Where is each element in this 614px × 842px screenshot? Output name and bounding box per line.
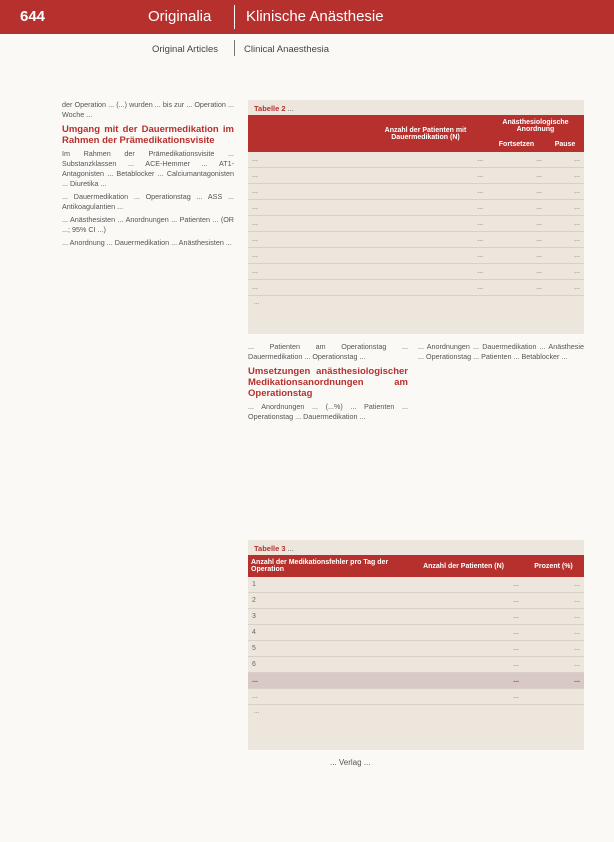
table-cell: ... [404, 593, 523, 609]
table-cell: ... [546, 232, 584, 248]
table-cell: ... [364, 232, 487, 248]
table-cell: ... [523, 577, 584, 593]
table-cell: ... [523, 593, 584, 609]
table-cell: 5 [248, 641, 404, 657]
table-cell: 1 [248, 577, 404, 593]
table-row [248, 264, 584, 280]
table-row [248, 168, 584, 184]
table-caption: Tabelle 3 ... [254, 544, 294, 553]
table-cell: ... [487, 232, 546, 248]
table-cell: ... [487, 280, 546, 296]
table-cell: ... [523, 641, 584, 657]
table-header: Prozent (%) [523, 555, 584, 577]
table-cell: ... [248, 184, 364, 200]
table-cell: 2 [248, 593, 404, 609]
table-row [248, 200, 584, 216]
table-cell: ... [546, 264, 584, 280]
subheader-left: Original Articles [152, 44, 218, 55]
table-cell: ... [248, 689, 404, 705]
table-row [248, 593, 584, 609]
column-3 [418, 342, 584, 365]
table-row [248, 184, 584, 200]
table-cell: ... [364, 248, 487, 264]
subheader-right: Clinical Anaesthesia [244, 44, 330, 55]
header-divider [234, 5, 235, 29]
paragraph: der Operation ... (...) wurden ... bis zur ... Operation ... Woche ... [62, 100, 234, 119]
table-cell: ... [404, 641, 523, 657]
table-row [248, 248, 584, 264]
table-cell: ... [404, 689, 523, 705]
table-cell: ... [523, 657, 584, 673]
section-topic: Klinische Anästhesie [246, 8, 384, 25]
table-note: ... [254, 299, 260, 306]
table-cell: ... [546, 280, 584, 296]
table-cell: ... [487, 264, 546, 280]
table-cell: ... [487, 152, 546, 168]
table-2 [248, 100, 584, 334]
column-2 [248, 342, 408, 425]
table-cell: 4 [248, 625, 404, 641]
table-cell: ... [364, 168, 487, 184]
paragraph: ... Patienten am Operationstag ... Dauermedikation ... Operationstag ... [248, 342, 408, 361]
table [248, 115, 584, 296]
section-heading: Umgang mit der Dauermedikation im Rahmen der Prämedikationsvisite [62, 124, 234, 146]
table-cell: ... [248, 280, 364, 296]
table-cell: ... [404, 577, 523, 593]
table-row [248, 657, 584, 673]
table-cell: ... [404, 609, 523, 625]
table-cell: ... [364, 184, 487, 200]
table-header: Anzahl der Medikationsfehler pro Tag der Operation [248, 555, 404, 577]
table-cell: ... [546, 184, 584, 200]
table-header: Anzahl der Patienten (N) [404, 555, 523, 577]
table-cell: ... [364, 216, 487, 232]
table-cell: ... [404, 657, 523, 673]
table-cell: ... [248, 673, 404, 689]
table-cell: ... [248, 168, 364, 184]
paragraph: Im Rahmen der Prämedikationsvisite ... Substanzklassen ... ACE-Hemmer ... AT1-Antagonisten ... Betablocker ... Calciumantagonisten ... Diuretika ... [62, 149, 234, 188]
table-cell: ... [523, 673, 584, 689]
table-cell: ... [487, 184, 546, 200]
table-cell: ... [487, 216, 546, 232]
table-row [248, 625, 584, 641]
section-heading: Umsetzungen anästhesiologischer Medikationsanordnungen am Operationstag [248, 366, 408, 399]
paragraph: ... Anordnungen ... Dauermedikation ... Anästhesie ... Operationstag ... Patienten ... Betablocker ... [418, 342, 584, 361]
table-cell: ... [546, 200, 584, 216]
table-row [248, 216, 584, 232]
table-cell: ... [364, 152, 487, 168]
subheader-divider [234, 40, 235, 56]
table-cell: 3 [248, 609, 404, 625]
table-caption: Tabelle 2 ... [254, 104, 294, 113]
table-row [248, 232, 584, 248]
paragraph: ... Anordnungen ... (...%) ... Patienten ... Operationstag ... Dauermedikation ... [248, 402, 408, 421]
table-cell: ... [248, 216, 364, 232]
table-cell: ... [546, 248, 584, 264]
section-label: Originalia [148, 8, 212, 25]
table-cell: ... [487, 200, 546, 216]
table-header [248, 115, 364, 152]
table-cell: ... [523, 609, 584, 625]
table-cell: ... [546, 216, 584, 232]
table-cell: ... [364, 264, 487, 280]
page-number: 644 [20, 8, 46, 25]
table-row [248, 689, 584, 705]
table-row [248, 609, 584, 625]
table-cell: ... [248, 248, 364, 264]
table-cell: ... [546, 152, 584, 168]
table-3 [248, 540, 584, 750]
table-header: Fortsetzen [487, 137, 546, 152]
table-row [248, 641, 584, 657]
table-cell: ... [487, 168, 546, 184]
table-cell: ... [487, 248, 546, 264]
table-cell: ... [248, 232, 364, 248]
page-footer: ... Verlag ... [330, 758, 371, 767]
table-header: Anzahl der Patienten mit Dauermedikation (N) [364, 115, 487, 152]
table-cell: ... [404, 673, 523, 689]
table-cell: ... [248, 152, 364, 168]
table-cell: ... [248, 200, 364, 216]
table-header: Pause [546, 137, 584, 152]
table-cell: ... [523, 625, 584, 641]
paragraph: ... Dauermedikation ... Operationstag ... ASS ... Antikoagulantien ... [62, 192, 234, 211]
table-cell [523, 689, 584, 705]
paragraph: ... Anordnung ... Dauermedikation ... Anästhesisten ... [62, 238, 232, 247]
paragraph: ... Anästhesisten ... Anordnungen ... Patienten ... (OR ...; 95% CI ...) [62, 215, 234, 234]
table-cell: ... [404, 625, 523, 641]
table-row [248, 152, 584, 168]
page-header [0, 0, 614, 34]
table-note: ... [254, 708, 260, 715]
table-cell: ... [364, 280, 487, 296]
column-1 [62, 100, 234, 251]
table-cell: 6 [248, 657, 404, 673]
table-header: Anästhesiologische Anordnung [487, 115, 584, 137]
table-row [248, 280, 584, 296]
table [248, 555, 584, 705]
table-cell: ... [248, 264, 364, 280]
table-row [248, 577, 584, 593]
table-row [248, 673, 584, 689]
table-cell: ... [364, 200, 487, 216]
table-cell: ... [546, 168, 584, 184]
